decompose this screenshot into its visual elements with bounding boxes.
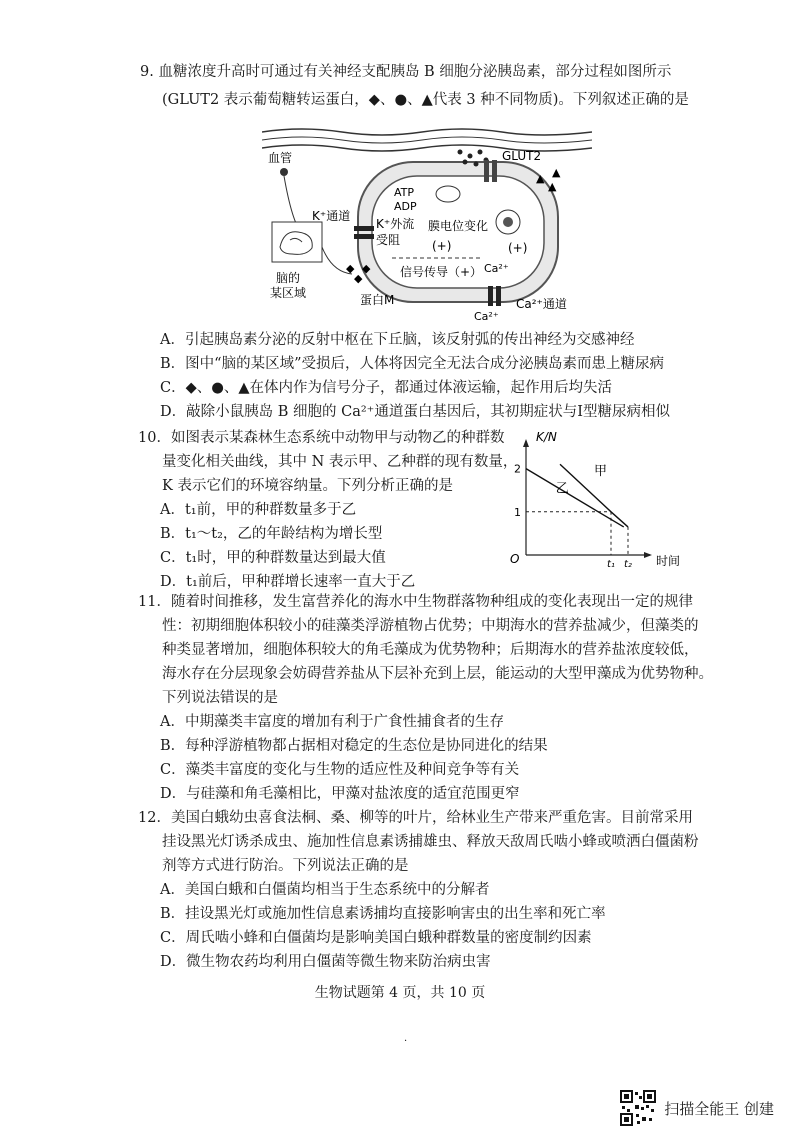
label-k-channel: K⁺通道: [312, 209, 351, 223]
page-footer: 生物试题第 4 页，共 10 页: [314, 985, 486, 1001]
chart-x-tick-label: t₁: [607, 559, 615, 570]
svg-text:◆: ◆: [346, 262, 355, 275]
label-brain-1: 脑的: [276, 271, 301, 285]
q10-option-b: B．t₁～t₂，乙的年龄结构为增长型: [160, 526, 383, 542]
watermark-text: 扫描全能王 创建: [664, 1099, 774, 1118]
q9-option-c: C．◆、●、▲在体内作为信号分子，都通过体液运输，起作用后均失活: [160, 380, 613, 396]
label-signal: 信号传导（+）: [400, 265, 483, 279]
q10-stem-line1: 10．如图表示某森林生态系统中动物甲与动物乙的种群数: [138, 430, 505, 446]
label-ca-in: Ca²⁺: [484, 262, 509, 275]
label-plus-2: (+): [508, 241, 528, 255]
chart-y-arrow: [523, 439, 529, 447]
chart-y-tick-label: 1: [514, 505, 521, 519]
label-ca-channel: Ca²⁺通道: [516, 297, 567, 311]
q9-option-b: B．图中“脑的某区域”受损后，人体将因完全无法合成分泌胰岛素而患上糖尿病: [160, 356, 664, 372]
q11-option-b: B．每种浮游植物都占据相对稳定的生态位是协同进化的结果: [160, 738, 548, 754]
chart-x-arrow: [644, 552, 652, 558]
chart-series-label-jia: 甲: [594, 464, 608, 480]
q12-stem-line1: 12．美国白蛾幼虫喜食法桐、桑、柳等的叶片，给林业生产带来严重危害。目前常采用: [138, 810, 693, 826]
label-protein-m: 蛋白M: [360, 293, 395, 307]
chart-y-tick-label: 2: [514, 462, 521, 476]
q10-option-a: A．t₁前，甲的种群数量多于乙: [160, 502, 357, 518]
label-adp: ADP: [394, 200, 417, 213]
q10-stem-line2: 量变化相关曲线，其中 N 表示甲、乙种群的现有数量，: [162, 454, 518, 470]
q10-chart: [500, 425, 700, 575]
label-k-efflux-2: 受阻: [376, 233, 401, 247]
stray-dot: ·: [404, 1036, 408, 1047]
svg-text:◆: ◆: [362, 262, 371, 275]
scanner-watermark: [620, 1090, 774, 1126]
chart-axes: [514, 439, 652, 570]
qr-code-icon: [620, 1090, 656, 1126]
q10-option-d: D．t₁前后，甲种群增长速率一直大于乙: [160, 574, 416, 590]
q11-option-a: A．中期藻类丰富度的增加有利于广食性捕食者的生存: [160, 714, 504, 730]
chart-origin: O: [510, 552, 520, 566]
label-membrane-potential: 膜电位变化: [428, 219, 489, 233]
q12-stem-line2: 挂设黑光灯诱杀成虫、施加性信息素诱捕雄虫、释放天敌周氏啮小蜂或喷洒白僵菌粉: [162, 834, 699, 850]
label-plus-1: (+): [432, 239, 452, 253]
svg-text:▲: ▲: [548, 180, 557, 193]
q11-stem-line5: 下列说法错误的是: [162, 690, 278, 706]
chart-xlabel: 时间: [656, 554, 681, 568]
q11-option-d: D．与硅藻和角毛藻相比，甲藻对盐浓度的适宜范围更窄: [160, 786, 520, 802]
chart-marks: [526, 464, 628, 527]
chart-x-tick-label: t₂: [624, 559, 632, 570]
label-glut2: GLUT2: [502, 149, 542, 163]
svg-text:▲: ▲: [552, 166, 561, 179]
q9-stem-line1: 9. 血糖浓度升高时可通过有关神经支配胰岛 B 细胞分泌胰岛素，部分过程如图所示: [140, 64, 672, 80]
label-brain-2: 某区域: [270, 286, 307, 300]
label-atp: ATP: [394, 186, 415, 199]
q12-stem-line3: 剂等方式进行防治。下列说法正确的是: [162, 858, 409, 874]
q11-stem-line1: 11．随着时间推移，发生富营养化的海水中生物群落物种组成的变化表现出一定的规律: [138, 594, 693, 610]
label-blood-vessel: 血管: [268, 151, 293, 165]
label-ca-out: Ca²⁺: [474, 310, 499, 322]
q9-figure: [262, 122, 592, 322]
svg-text:◆: ◆: [354, 272, 363, 285]
q10-stem-line3: K 表示它们的环境容纳量。下列分析正确的是: [162, 478, 453, 494]
q12-option-c: C．周氏啮小蜂和白僵菌均是影响美国白蛾种群数量的密度制约因素: [160, 930, 592, 946]
q12-option-a: A．美国白蛾和白僵菌均相当于生态系统中的分解者: [160, 882, 490, 898]
q11-option-c: C．藻类丰富度的变化与生物的适应性及种间竞争等有关: [160, 762, 520, 778]
q11-stem-line2: 性：初期细胞体积较小的硅藻类浮游植物占优势；中期海水的营养盐减少，但藻类的: [162, 618, 699, 634]
q11-stem-line4: 海水存在分层现象会妨碍营养盐从下层补充到上层，能运动的大型甲藻成为优势物种。: [162, 666, 713, 682]
q10-option-c: C．t₁时，甲的种群数量达到最大值: [160, 550, 386, 566]
q12-option-b: B．挂设黑光灯或施加性信息素诱捕均直接影响害虫的出生率和死亡率: [160, 906, 606, 922]
q12-option-d: D．微生物农药均利用白僵菌等微生物来防治病虫害: [160, 954, 491, 970]
q9-option-d: D．敲除小鼠胰岛 B 细胞的 Ca²⁺通道蛋白基因后，其初期症状与Ⅰ型糖尿病相似: [160, 404, 671, 420]
label-k-efflux-1: K⁺外流: [376, 217, 415, 231]
chart-ylabel: K/N: [536, 430, 557, 444]
q9-stem-line2: (GLUT2 表示葡萄糖转运蛋白，◆、●、▲代表 3 种不同物质)。下列叙述正确的是: [162, 92, 689, 108]
svg-text:▲: ▲: [536, 172, 545, 185]
q9-option-a: A．引起胰岛素分泌的反射中枢在下丘脑，该反射弧的传出神经为交感神经: [160, 332, 635, 348]
q11-stem-line3: 种类显著增加，细胞体积较大的角毛藻成为优势物种；后期海水的营养盐浓度较低，: [162, 642, 699, 658]
chart-series-label-yi: 乙: [555, 481, 569, 497]
